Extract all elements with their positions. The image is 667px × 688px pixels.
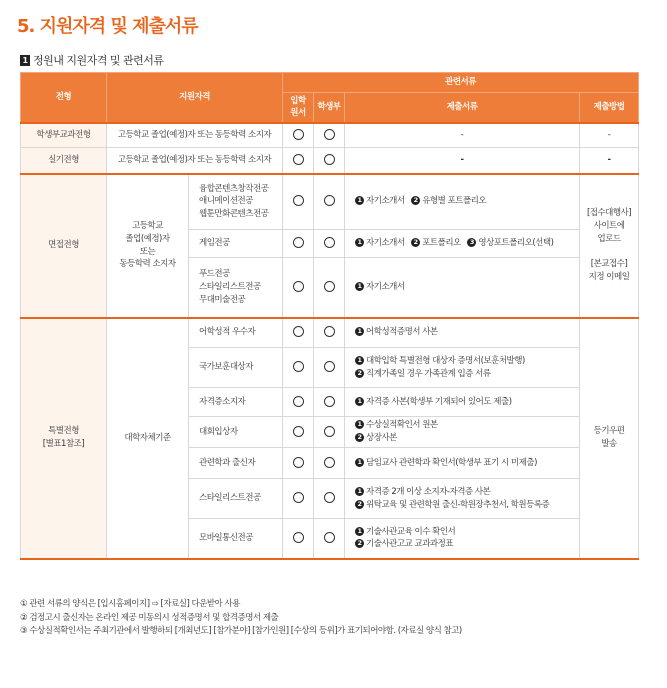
doc-item: 수상실적확인서 원본 <box>366 420 438 431</box>
number-icon: 2 <box>355 500 364 509</box>
number-icon: 1 <box>355 238 364 247</box>
sub-qualification-cell: 푸드전공 스타일리스트전공 무대미술전공 <box>189 258 283 318</box>
circle-icon <box>293 326 304 337</box>
doc-item: 포트폴리오 <box>422 238 461 249</box>
subtitle-text: 정원내 지원자격 및 관련서류 <box>33 54 164 67</box>
student-record-mark <box>314 388 345 417</box>
circle-icon <box>324 129 335 140</box>
doc-item: 자격증 2개 이상 소지자-자격증 사본 <box>366 486 491 497</box>
number-icon: 1 <box>355 420 364 429</box>
entrance-form-mark <box>283 417 314 448</box>
docs-cell <box>345 258 580 318</box>
doc-item: 위탁교육 및 관련학원 출신-학원장추천서, 학원등록증 <box>366 499 550 510</box>
circle-icon <box>293 281 304 292</box>
circle-icon <box>324 457 335 468</box>
docs-cell <box>345 479 580 519</box>
doc-item: 담임교사 관련학과 확인서(학생부 표기 시 미제출) <box>366 457 537 468</box>
number-icon: 2 <box>355 369 364 378</box>
student-record-mark <box>314 348 345 388</box>
docs-cell <box>345 348 580 388</box>
header-submit-docs: 제출서류 <box>345 93 580 123</box>
entrance-form-mark <box>283 174 314 230</box>
circle-icon <box>293 195 304 206</box>
docs-cell <box>345 230 580 258</box>
header-related-docs: 관련서류 <box>283 73 639 93</box>
circle-icon <box>293 492 304 503</box>
circle-icon <box>293 457 304 468</box>
doc-item: 자기소개서 <box>366 196 405 207</box>
docs-cell <box>345 388 580 417</box>
entrance-form-mark <box>283 348 314 388</box>
section-title: 5. 지원자격 및 제출서류 <box>17 16 198 37</box>
number-icon: 2 <box>355 539 364 548</box>
table-row <box>21 318 639 348</box>
circle-icon <box>293 361 304 372</box>
docs-cell <box>345 174 580 230</box>
circle-icon <box>324 396 335 407</box>
method-cell: - <box>580 123 639 148</box>
header-student-record: 학생부 <box>314 93 345 123</box>
number-icon: 1 <box>355 196 364 205</box>
section-number-badge: 1 <box>20 55 30 66</box>
type-cell: 실기전형 <box>21 148 107 174</box>
doc-item: 직계가족일 경우 가족관계 입증 서류 <box>366 368 491 379</box>
qualification-cell: 대학자체기준 <box>107 318 189 559</box>
doc-item: 유형별 포트폴리오 <box>422 196 487 207</box>
type-cell: 학생부교과전형 <box>21 123 107 148</box>
student-record-mark <box>314 148 345 174</box>
docs-cell <box>345 318 580 348</box>
entrance-form-mark <box>283 519 314 559</box>
student-record-mark <box>314 448 345 479</box>
number-icon: 1 <box>355 282 364 291</box>
qualification-cell: 고등학교 졸업(예정)자 또는 동등학력 소지자 <box>107 123 283 148</box>
doc-item: 자기소개서 <box>366 281 405 292</box>
header-type: 전형 <box>21 73 107 123</box>
sub-qualification-cell: 자격증소지자 <box>189 388 283 417</box>
circle-icon <box>324 492 335 503</box>
entrance-form-mark <box>283 258 314 318</box>
number-icon: 3 <box>467 238 476 247</box>
sub-qualification-cell: 국가보훈대상자 <box>189 348 283 388</box>
student-record-mark <box>314 479 345 519</box>
doc-item: 자격증 사본(학생부 기재되어 있어도 제출) <box>366 396 512 407</box>
number-icon: 2 <box>411 238 420 247</box>
sub-qualification-cell: 관련학과 출신자 <box>189 448 283 479</box>
student-record-mark <box>314 417 345 448</box>
circle-icon <box>324 195 335 206</box>
student-record-mark <box>314 318 345 348</box>
circle-icon <box>324 426 335 437</box>
entrance-form-mark <box>283 148 314 174</box>
docs-cell: - <box>345 123 580 148</box>
circle-icon <box>293 129 304 140</box>
student-record-mark <box>314 230 345 258</box>
entrance-form-mark <box>283 388 314 417</box>
type-cell: 면접전형 <box>21 174 107 318</box>
circle-icon <box>293 426 304 437</box>
entrance-form-mark <box>283 230 314 258</box>
entrance-form-mark <box>283 479 314 519</box>
header-qualification: 지원자격 <box>107 73 283 123</box>
number-icon: 1 <box>355 458 364 467</box>
table-row <box>21 123 639 148</box>
number-icon: 1 <box>355 327 364 336</box>
method-cell: - <box>580 148 639 174</box>
number-icon: 2 <box>355 433 364 442</box>
doc-item: 기술사관고교 교과과정표 <box>366 539 454 550</box>
method-cell: [접수대행사] 사이트에 업로드 [본교접수] 지정 이메일 <box>580 174 639 318</box>
sub-qualification-cell: 스타일리스트전공 <box>189 479 283 519</box>
docs-cell <box>345 448 580 479</box>
student-record-mark <box>314 174 345 230</box>
note-2: ② 검정고시 출신자는 온라인 제공 미동의시 성적증명서 및 합격증명서 제출 <box>20 612 279 623</box>
circle-icon <box>324 326 335 337</box>
student-record-mark <box>314 123 345 148</box>
doc-item: 자기소개서 <box>366 238 405 249</box>
qualification-table <box>20 72 639 560</box>
sub-qualification-cell: 어학성적 우수자 <box>189 318 283 348</box>
docs-cell: - <box>345 148 580 174</box>
circle-icon <box>293 237 304 248</box>
type-cell: 특별전형 [별표1참조] <box>21 318 107 559</box>
docs-cell <box>345 519 580 559</box>
header-submit-method: 제출방법 <box>580 93 639 123</box>
student-record-mark <box>314 258 345 318</box>
method-cell: 등기우편 발송 <box>580 318 639 559</box>
student-record-mark <box>314 519 345 559</box>
number-icon: 1 <box>355 487 364 496</box>
circle-icon <box>324 237 335 248</box>
number-icon: 1 <box>355 527 364 536</box>
circle-icon <box>293 532 304 543</box>
circle-icon <box>293 396 304 407</box>
number-icon: 1 <box>355 356 364 365</box>
circle-icon <box>293 154 304 165</box>
circle-icon <box>324 154 335 165</box>
qualification-cell: 고등학교 졸업(예정)자 또는 동등학력 소지자 <box>107 174 189 318</box>
sub-qualification-cell: 게임전공 <box>189 230 283 258</box>
header-entrance-form: 입학 원서 <box>283 93 314 123</box>
circle-icon <box>324 532 335 543</box>
circle-icon <box>324 361 335 372</box>
qualification-cell: 고등학교 졸업(예정)자 또는 동등학력 소지자 <box>107 148 283 174</box>
number-icon: 2 <box>411 196 420 205</box>
entrance-form-mark <box>283 318 314 348</box>
note-3: ③ 수상실적확인서는 주최기관에서 발행하되 [개최년도] [참가분야] [참가인원] [수상의 등위]가 표기되어야함. (자료실 양식 참고) <box>20 626 462 636</box>
doc-item: 어학성적증명서 사본 <box>366 327 438 338</box>
doc-item: 기술사관교육 이수 확인서 <box>366 526 456 537</box>
sub-qualification-cell: 대회입상자 <box>189 417 283 448</box>
entrance-form-mark <box>283 123 314 148</box>
note-1: ① 관련 서류의 양식은 [입시홈페이지] ⇨ [자료실] 다운받아 사용 <box>20 599 240 609</box>
doc-item: 상장사본 <box>366 433 397 443</box>
circle-icon <box>324 281 335 292</box>
notes <box>20 598 462 639</box>
entrance-form-mark <box>283 448 314 479</box>
doc-item: 영상포트폴리오(선택) <box>478 238 554 249</box>
sub-qualification-cell: 융합콘텐츠창작전공 애니메이션전공 웹툰만화콘텐츠전공 <box>189 174 283 230</box>
docs-cell <box>345 417 580 448</box>
table-subtitle <box>20 52 164 68</box>
sub-qualification-cell: 모바일통신전공 <box>189 519 283 559</box>
table-row <box>21 148 639 174</box>
doc-item: 대학입학 특별전형 대상자 증명서(보훈처발행) <box>366 355 525 366</box>
number-icon: 1 <box>355 397 364 406</box>
table-row <box>21 174 639 230</box>
